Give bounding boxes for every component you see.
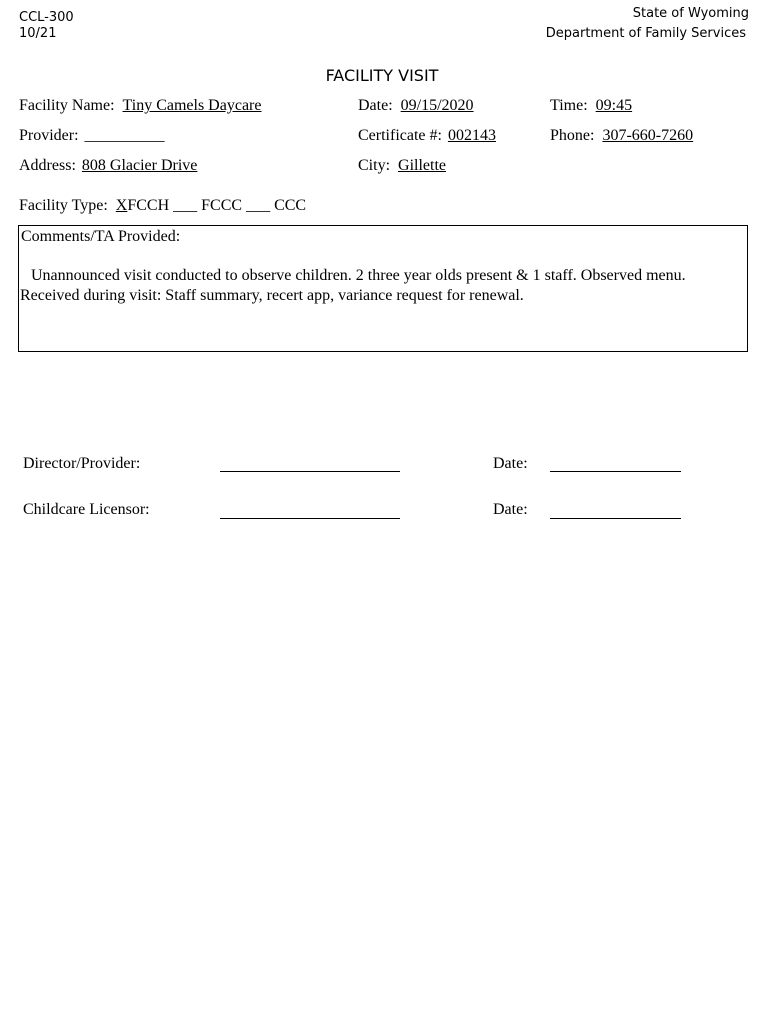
phone-field xyxy=(550,126,693,146)
visit-date-label: Date: xyxy=(358,97,393,114)
director-date-label: Date: xyxy=(493,455,528,472)
address-value: 808 Glacier Drive xyxy=(81,157,198,174)
certificate-field xyxy=(358,126,496,146)
facility-type-fcch-mark: X xyxy=(115,197,128,214)
facility-type-label: Facility Type: xyxy=(19,197,108,214)
form-code: CCL-300 xyxy=(19,10,74,25)
agency-state: State of Wyoming xyxy=(632,6,749,21)
comments-label: Comments/TA Provided: xyxy=(21,228,181,245)
facility-name-field xyxy=(19,96,261,116)
phone-label: Phone: xyxy=(550,127,595,144)
visit-time-label: Time: xyxy=(550,97,588,114)
facility-type-fccc: FCCC xyxy=(201,197,243,214)
facility-type-fccc-mark: ___ xyxy=(173,197,198,214)
facility-name-value: Tiny Camels Daycare xyxy=(122,97,262,114)
licensor-date-line xyxy=(550,518,681,519)
city-field xyxy=(358,156,446,176)
facility-type-fcch: FCCH xyxy=(127,197,170,214)
facility-type-field xyxy=(19,196,306,216)
certificate-value: 002143 xyxy=(447,127,496,144)
comments-box xyxy=(18,225,748,352)
licensor-date-label: Date: xyxy=(493,501,528,518)
licensor-signature-line xyxy=(220,518,400,519)
provider-field xyxy=(19,126,165,146)
address-label: Address: xyxy=(19,157,76,174)
address-field xyxy=(19,156,197,176)
provider-value: __________ xyxy=(84,127,165,144)
visit-time-field xyxy=(550,96,632,116)
page-title: FACILITY VISIT xyxy=(325,66,439,85)
provider-label: Provider: xyxy=(19,127,79,144)
comments-text: Unannounced visit conducted to observe children. 2 three year olds present & 1 staff. Observed menu. Received during visit: Staff summary, recert app, variance request for renewal. xyxy=(20,267,686,304)
city-label: City: xyxy=(358,157,391,174)
visit-date-value: 09/15/2020 xyxy=(400,97,474,114)
facility-name-label: Facility Name: xyxy=(19,97,115,114)
visit-time-value: 09:45 xyxy=(595,97,633,114)
visit-date-field xyxy=(358,96,474,116)
phone-value: 307-660-7260 xyxy=(602,127,694,144)
director-provider-label: Director/Provider: xyxy=(23,455,141,472)
director-date-line xyxy=(550,471,681,472)
agency-department: Department of Family Services xyxy=(545,26,746,41)
director-signature-line xyxy=(220,471,400,472)
certificate-label: Certificate #: xyxy=(358,127,442,144)
city-value: Gillette xyxy=(398,157,446,174)
facility-type-ccc-mark: ___ xyxy=(246,197,271,214)
facility-type-ccc: CCC xyxy=(274,197,307,214)
licensor-label: Childcare Licensor: xyxy=(23,501,150,518)
form-revision-date: 10/21 xyxy=(19,26,57,41)
